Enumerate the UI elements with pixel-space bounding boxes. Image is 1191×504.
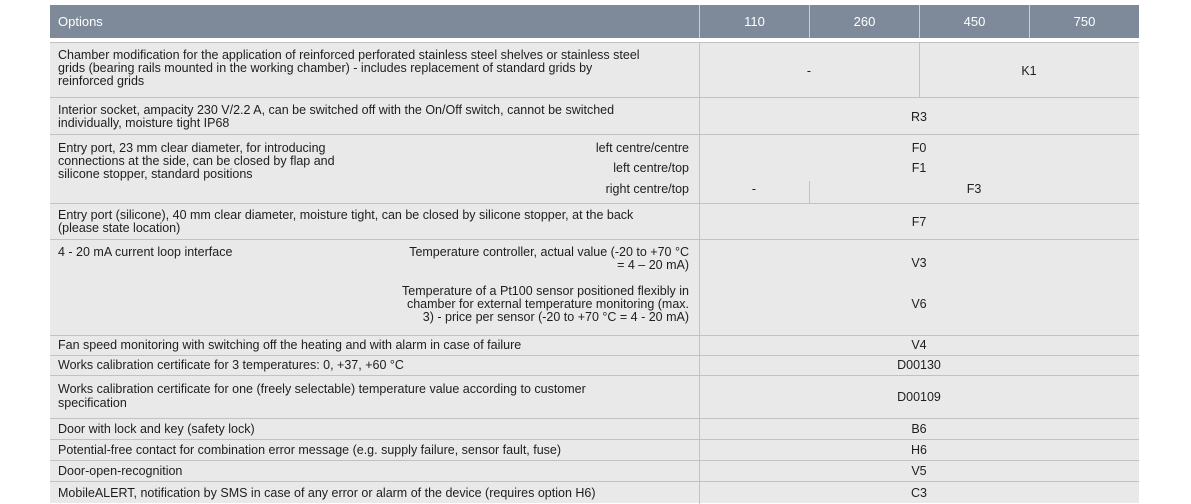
option-code: K1 (1021, 64, 1037, 78)
option-code: F7 (911, 215, 927, 229)
row-door-open-recognition (50, 460, 1139, 481)
entry-position-label: left centre/centre (595, 141, 689, 155)
row-text-line: connections at the side, can be closed by flap and (58, 154, 335, 168)
row-text: Works calibration certificate for 3 temperatures: 0, +37, +60 °C (58, 358, 404, 372)
row-fan-speed (50, 335, 1139, 355)
option-code: D00130 (897, 358, 941, 372)
row-current-loop (50, 239, 1139, 335)
row-calibration-3-temps (50, 355, 1139, 375)
row-entry-port-40mm (50, 203, 1139, 239)
row-potential-free-contact (50, 439, 1139, 460)
row-text-line: Entry port (silicone), 40 mm clear diameter, moisture tight, can be closed by silicone stopper, at the back (58, 208, 634, 222)
header-size-450: 450 (919, 5, 1029, 38)
option-code: V6 (911, 297, 927, 311)
row-text: Potential-free contact for combination error message (e.g. supply failure, sensor fault, fuse) (58, 443, 562, 457)
row-mobile-alert (50, 481, 1139, 503)
sub-option-line: chamber for external temperature monitoring (max. (406, 297, 689, 311)
header-size-260: 260 (809, 5, 919, 38)
row-text-line: Interior socket, ampacity 230 V/2.2 A, can be switched off with the On/Off switch, cannot be switched (58, 103, 615, 117)
option-code: V4 (911, 338, 927, 352)
row-interior-socket (50, 97, 1139, 134)
option-code: F3 (966, 182, 982, 196)
column-divider (699, 240, 700, 336)
sub-option-line: Temperature controller, actual value (-20 to +70 °C (409, 245, 689, 259)
row-text: MobileALERT, notification by SMS in case of any error or alarm of the device (requires option H6) (58, 486, 596, 500)
row-text-line: silicone stopper, standard positions (58, 167, 253, 181)
row-text-line: Chamber modification for the application of reinforced perforated stainless steel shelves or stainless steel (58, 48, 640, 62)
entry-position-label: left centre/top (613, 161, 689, 175)
row-text-line: specification (58, 396, 127, 410)
header-size-750: 750 (1029, 5, 1139, 38)
option-code: - (806, 64, 812, 78)
row-text-line: (please state location) (58, 221, 181, 235)
sub-option-line: = 4 – 20 mA) (617, 258, 689, 272)
row-entry-port-23mm (50, 134, 1139, 203)
row-chamber-modification (50, 42, 1139, 97)
row-calibration-one-value (50, 375, 1139, 418)
row-text-line: Works calibration certificate for one (freely selectable) temperature value according to customer (58, 382, 586, 396)
option-code: C3 (911, 486, 927, 500)
option-code: V3 (911, 256, 927, 270)
option-code: H6 (911, 443, 927, 457)
option-code: F0 (911, 141, 927, 155)
option-code: B6 (911, 422, 927, 436)
option-code: R3 (911, 110, 927, 124)
row-text: Door-open-recognition (58, 464, 183, 478)
row-text-line: reinforced grids (58, 74, 145, 88)
option-code: V5 (911, 464, 927, 478)
header-options: Options (50, 5, 699, 38)
row-door-lock (50, 418, 1139, 439)
option-code: - (751, 182, 757, 196)
row-text: Fan speed monitoring with switching off the heating and with alarm in case of failure (58, 338, 522, 352)
row-text-line: individually, moisture tight IP68 (58, 116, 230, 130)
entry-position-label: right centre/top (605, 182, 689, 196)
row-text: Door with lock and key (safety lock) (58, 422, 255, 436)
header-size-110: 110 (699, 5, 809, 38)
option-code: F1 (911, 161, 927, 175)
row-label: 4 - 20 mA current loop interface (58, 245, 233, 259)
sub-option-line: 3) - price per sensor (-20 to +70 °C = 4 - 20 mA) (422, 310, 689, 324)
sub-option-line: Temperature of a Pt100 sensor positioned flexibly in (402, 284, 689, 298)
option-code: D00109 (897, 390, 941, 404)
row-text-line: Entry port, 23 mm clear diameter, for introducing (58, 141, 326, 155)
row-text-line: grids (bearing rails mounted in the working chamber) - includes replacement of standard grids by (58, 61, 593, 75)
